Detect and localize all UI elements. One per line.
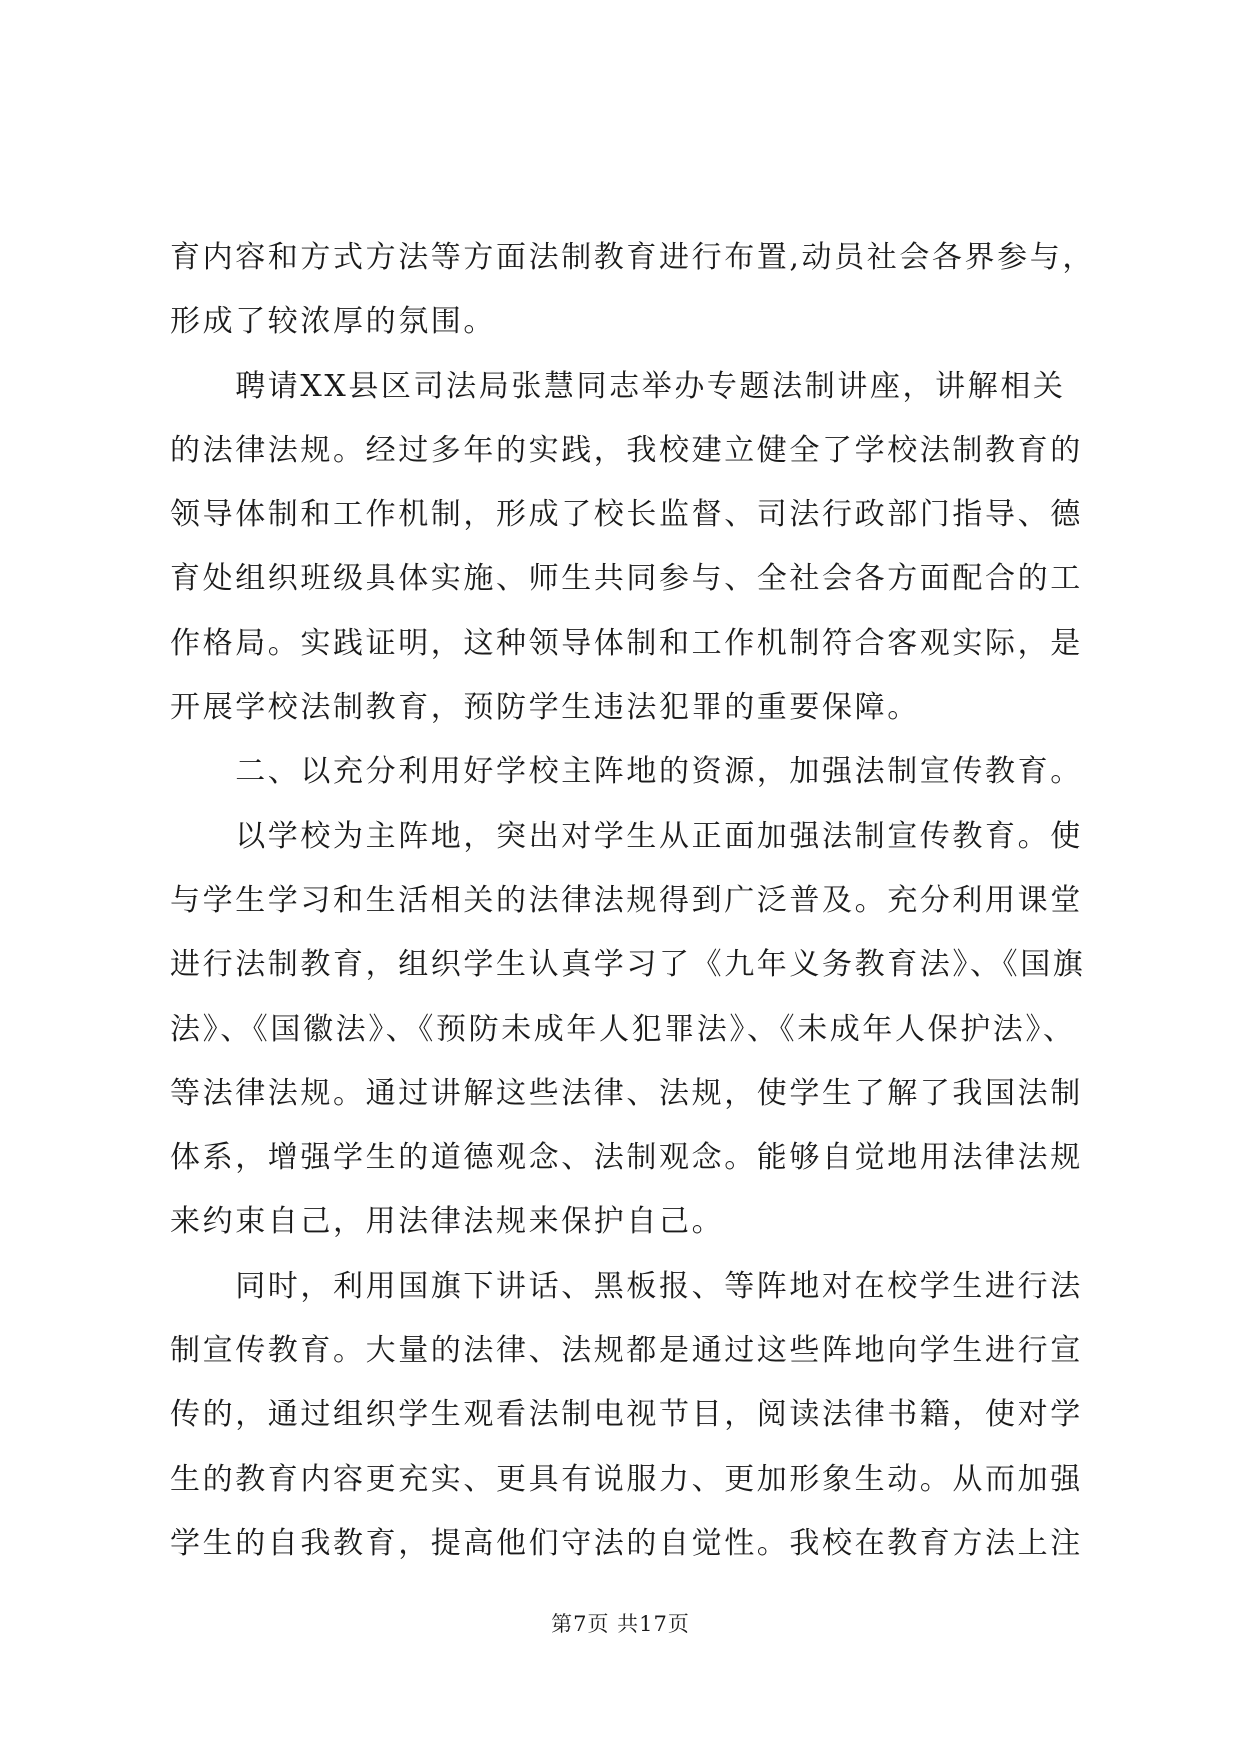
text-line: 传的，通过组织学生观看法制电视节目，阅读法律书籍，使对学	[170, 1397, 1083, 1433]
text-line: 体系，增强学生的道德观念、法制观念。能够自觉地用法律法规	[170, 1140, 1083, 1176]
text-line: 聘请XX县区司法局张慧同志举办专题法制讲座，讲解相关	[170, 368, 1066, 404]
section-heading: 二、以充分利用好学校主阵地的资源，加强法制宣传教育。	[170, 754, 1083, 790]
text-line: 形成了较浓厚的氛围。	[170, 304, 496, 340]
text-line: 的法律法规。经过多年的实践，我校建立健全了学校法制教育的	[170, 432, 1083, 468]
text-line: 与学生学习和生活相关的法律法规得到广泛普及。充分利用课堂	[170, 882, 1083, 918]
page-number-footer: 第7页 共17页	[551, 1612, 690, 1636]
document-body	[170, 226, 1095, 1576]
text-line: 制宣传教育。大量的法律、法规都是通过这些阵地向学生进行宣	[170, 1333, 1083, 1369]
text-line: 生的教育内容更充实、更具有说服力、更加形象生动。从而加强	[170, 1461, 1083, 1497]
text-line: 同时，利用国旗下讲话、黑板报、等阵地对在校学生进行法	[170, 1268, 1083, 1304]
text-line: 领导体制和工作机制，形成了校长监督、司法行政部门指导、德	[170, 497, 1083, 533]
text-line: 育处组织班级具体实施、师生共同参与、全社会各方面配合的工	[170, 561, 1083, 597]
text-line: 学生的自我教育，提高他们守法的自觉性。我校在教育方法上注	[170, 1525, 1083, 1561]
text-line: 以学校为主阵地，突出对学生从正面加强法制宣传教育。使	[170, 818, 1083, 854]
text-line: 等法律法规。通过讲解这些法律、法规，使学生了解了我国法制	[170, 1075, 1083, 1111]
text-line: 育内容和方式方法等方面法制教育进行布置,动员社会各界参与，	[170, 240, 1095, 275]
text-line: 进行法制教育，组织学生认真学习了《九年义务教育法》、《国旗	[170, 947, 1086, 983]
text-line: 法》、《国徽法》、《预防未成年人犯罪法》、《未成年人保护法》、	[170, 1011, 1076, 1047]
text-line: 开展学校法制教育，预防学生违法犯罪的重要保障。	[170, 690, 920, 726]
text-line: 作格局。实践证明，这种领导体制和工作机制符合客观实际，是	[170, 625, 1083, 661]
text-line: 来约束自己，用法律法规来保护自己。	[170, 1204, 725, 1240]
